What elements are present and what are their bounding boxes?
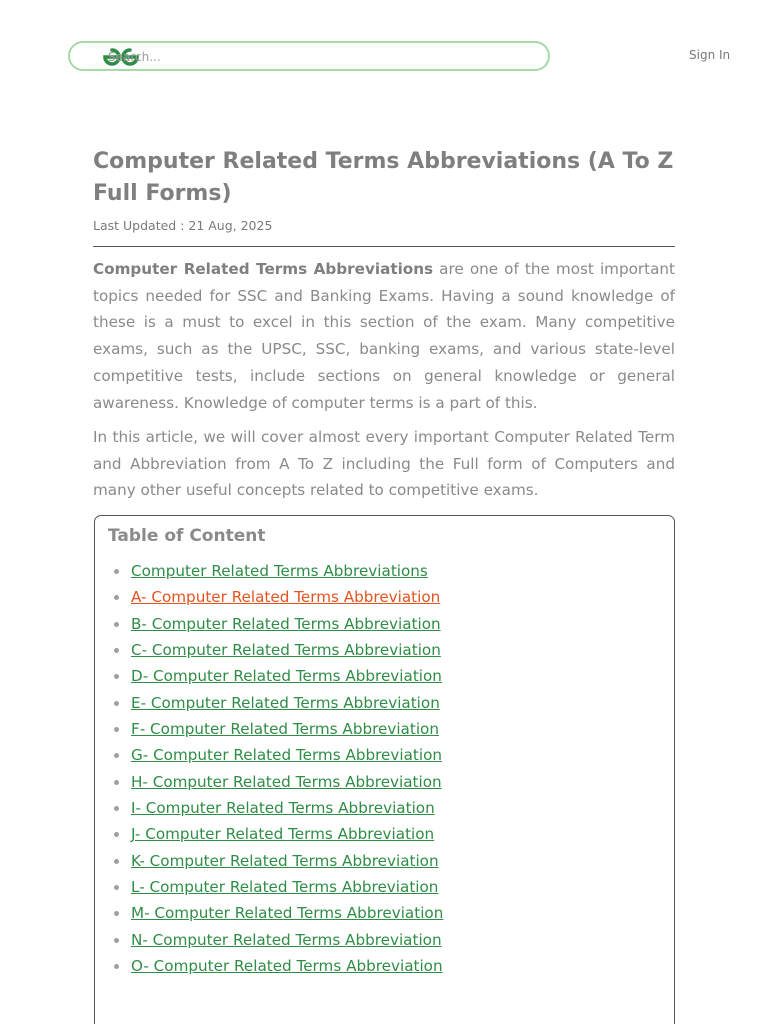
toc-item [131, 611, 443, 637]
toc-item [131, 742, 443, 768]
divider [93, 246, 675, 247]
intro-text: are one of the most important topics needed for SSC and Banking Exams. Having a sound knowledge of these is a must to excel in this section of the exam. Many competitive exams, such as the UPSC, SSC, banking exams, and various state-level competitive tests, include sections on general knowledge or general awareness. Knowledge of computer terms is a part of this. [93, 260, 675, 412]
toc-link[interactable]: E- Computer Related Terms Abbreviation [131, 693, 440, 712]
sign-in-button[interactable]: Sign In [689, 48, 731, 62]
intro-bold-term: Computer Related Terms Abbreviations [93, 260, 434, 278]
toc-item [131, 584, 443, 610]
last-updated: Last Updated : 21 Aug, 2025 [93, 218, 273, 233]
toc-item [131, 690, 443, 716]
page-title: Computer Related Terms Abbreviations (A To Z Full Forms) [93, 149, 674, 206]
toc-item [131, 637, 443, 663]
toc-link[interactable]: G- Computer Related Terms Abbreviation [131, 746, 442, 765]
toc-item [131, 795, 443, 821]
toc-item [131, 953, 443, 979]
toc-link[interactable]: K- Computer Related Terms Abbreviation [131, 851, 439, 870]
toc-item [131, 874, 443, 900]
toc-link[interactable]: L- Computer Related Terms Abbreviation [131, 878, 439, 897]
intro-paragraph [93, 256, 675, 416]
toc-item [131, 769, 443, 795]
toc-list [95, 558, 443, 980]
toc-item [131, 900, 443, 926]
toc-item [131, 663, 443, 689]
toc-link[interactable]: N- Computer Related Terms Abbreviation [131, 930, 442, 949]
toc-item [131, 558, 443, 584]
toc-item [131, 716, 443, 742]
toc-link[interactable]: J- Computer Related Terms Abbreviation [131, 825, 435, 844]
table-of-content [94, 515, 675, 1024]
toc-link[interactable]: B- Computer Related Terms Abbreviation [131, 614, 441, 633]
toc-item [131, 848, 443, 874]
search-bar[interactable] [68, 41, 550, 71]
toc-title: Table of Content [108, 526, 266, 546]
toc-link[interactable]: H- Computer Related Terms Abbreviation [131, 772, 442, 791]
toc-link[interactable]: I- Computer Related Terms Abbreviation [131, 799, 435, 818]
toc-link[interactable]: C- Computer Related Terms Abbreviation [131, 641, 441, 660]
toc-item [131, 927, 443, 953]
toc-item [131, 821, 443, 847]
article-summary-paragraph: In this article, we will cover almost every important Computer Related Term and Abbreviation from A To Z including the Full form of Computers and many other useful concepts related to competitive exams. [93, 428, 675, 500]
toc-link[interactable]: F- Computer Related Terms Abbreviation [131, 720, 439, 739]
toc-link[interactable]: O- Computer Related Terms Abbreviation [131, 957, 443, 976]
toc-link[interactable]: Computer Related Terms Abbreviations [131, 562, 428, 580]
toc-link[interactable]: D- Computer Related Terms Abbreviation [131, 667, 442, 686]
toc-link[interactable]: M- Computer Related Terms Abbreviation [131, 904, 444, 923]
search-input[interactable]: Search... [108, 50, 161, 64]
toc-link[interactable]: A- Computer Related Terms Abbreviation [131, 588, 441, 607]
